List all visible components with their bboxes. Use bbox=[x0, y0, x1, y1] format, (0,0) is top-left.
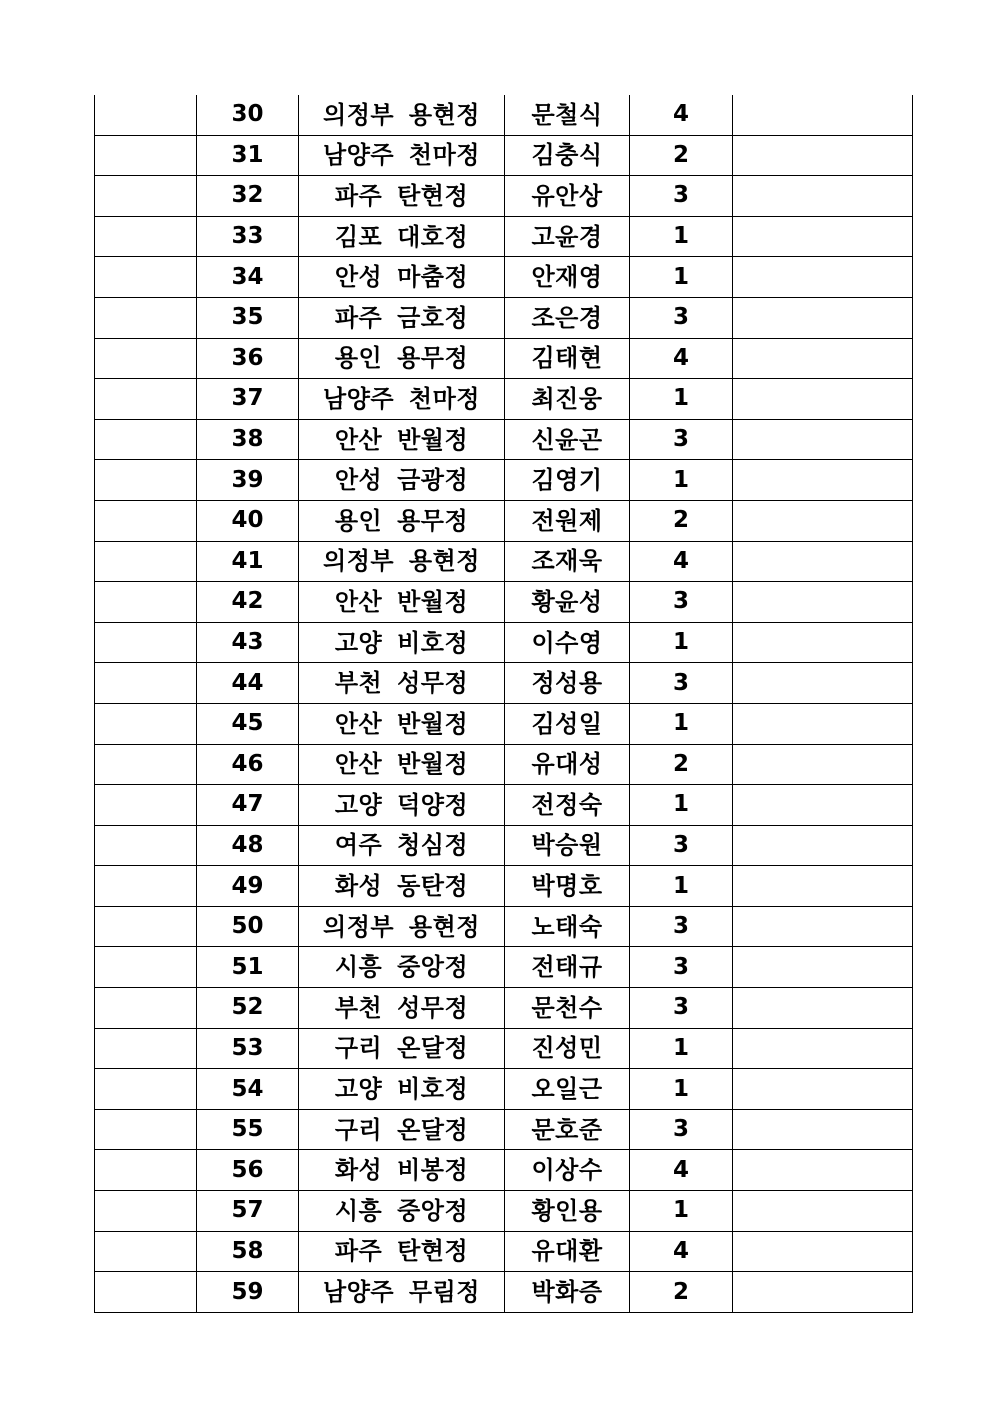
region-cell: 파주 금호정 bbox=[299, 297, 505, 338]
blank-cell bbox=[95, 825, 197, 866]
person-name-cell: 문철식 bbox=[505, 95, 630, 135]
table-row bbox=[95, 500, 913, 541]
person-name-cell: 진성민 bbox=[505, 1028, 630, 1069]
blank-cell bbox=[95, 988, 197, 1029]
table-row bbox=[95, 1150, 913, 1191]
row-number-cell: 43 bbox=[197, 622, 299, 663]
person-name-cell: 전원제 bbox=[505, 500, 630, 541]
region-cell: 김포 대호정 bbox=[299, 216, 505, 257]
person-name-cell: 전태규 bbox=[505, 947, 630, 988]
note-cell bbox=[733, 541, 913, 582]
note-cell bbox=[733, 703, 913, 744]
blank-cell bbox=[95, 1150, 197, 1191]
person-name-cell: 조재욱 bbox=[505, 541, 630, 582]
person-name-cell: 문천수 bbox=[505, 988, 630, 1029]
region-cell: 남양주 천마정 bbox=[299, 135, 505, 176]
count-cell: 2 bbox=[630, 135, 733, 176]
row-number-cell: 48 bbox=[197, 825, 299, 866]
note-cell bbox=[733, 460, 913, 501]
count-cell: 1 bbox=[630, 1028, 733, 1069]
region-cell: 시흥 중앙정 bbox=[299, 947, 505, 988]
row-number-cell: 44 bbox=[197, 663, 299, 704]
person-name-cell: 노태숙 bbox=[505, 906, 630, 947]
blank-cell bbox=[95, 379, 197, 420]
person-name-cell: 박승원 bbox=[505, 825, 630, 866]
note-cell bbox=[733, 663, 913, 704]
region-cell: 시흥 중앙정 bbox=[299, 1191, 505, 1232]
row-number-cell: 59 bbox=[197, 1272, 299, 1313]
count-cell: 4 bbox=[630, 541, 733, 582]
row-number-cell: 40 bbox=[197, 500, 299, 541]
note-cell bbox=[733, 866, 913, 907]
row-number-cell: 30 bbox=[197, 95, 299, 135]
person-name-cell: 오일근 bbox=[505, 1069, 630, 1110]
row-number-cell: 42 bbox=[197, 582, 299, 623]
count-cell: 4 bbox=[630, 1231, 733, 1272]
person-name-cell: 유대환 bbox=[505, 1231, 630, 1272]
person-name-cell: 황윤성 bbox=[505, 582, 630, 623]
count-cell: 1 bbox=[630, 703, 733, 744]
roster-table-body bbox=[95, 95, 913, 1312]
row-number-cell: 55 bbox=[197, 1109, 299, 1150]
count-cell: 1 bbox=[630, 216, 733, 257]
table-row bbox=[95, 338, 913, 379]
region-cell: 고양 덕양정 bbox=[299, 785, 505, 826]
table-row bbox=[95, 744, 913, 785]
row-number-cell: 35 bbox=[197, 297, 299, 338]
count-cell: 4 bbox=[630, 338, 733, 379]
region-cell: 화성 비봉정 bbox=[299, 1150, 505, 1191]
count-cell: 1 bbox=[630, 257, 733, 298]
table-row bbox=[95, 825, 913, 866]
region-cell: 용인 용무정 bbox=[299, 500, 505, 541]
count-cell: 1 bbox=[630, 1191, 733, 1232]
note-cell bbox=[733, 1231, 913, 1272]
person-name-cell: 최진웅 bbox=[505, 379, 630, 420]
note-cell bbox=[733, 1272, 913, 1313]
person-name-cell: 신윤곤 bbox=[505, 419, 630, 460]
person-name-cell: 문호준 bbox=[505, 1109, 630, 1150]
region-cell: 남양주 무림정 bbox=[299, 1272, 505, 1313]
blank-cell bbox=[95, 297, 197, 338]
table-row bbox=[95, 95, 913, 135]
note-cell bbox=[733, 1191, 913, 1232]
table-row bbox=[95, 216, 913, 257]
region-cell: 안산 반월정 bbox=[299, 703, 505, 744]
blank-cell bbox=[95, 1272, 197, 1313]
blank-cell bbox=[95, 1028, 197, 1069]
note-cell bbox=[733, 988, 913, 1029]
person-name-cell: 김성일 bbox=[505, 703, 630, 744]
table-row bbox=[95, 866, 913, 907]
blank-cell bbox=[95, 1231, 197, 1272]
blank-cell bbox=[95, 866, 197, 907]
count-cell: 1 bbox=[630, 622, 733, 663]
count-cell: 2 bbox=[630, 500, 733, 541]
count-cell: 4 bbox=[630, 95, 733, 135]
row-number-cell: 36 bbox=[197, 338, 299, 379]
count-cell: 3 bbox=[630, 176, 733, 217]
region-cell: 고양 비호정 bbox=[299, 1069, 505, 1110]
region-cell: 안성 금광정 bbox=[299, 460, 505, 501]
row-number-cell: 45 bbox=[197, 703, 299, 744]
table-row bbox=[95, 703, 913, 744]
person-name-cell: 고윤경 bbox=[505, 216, 630, 257]
count-cell: 1 bbox=[630, 1069, 733, 1110]
person-name-cell: 안재영 bbox=[505, 257, 630, 298]
table-row bbox=[95, 135, 913, 176]
blank-cell bbox=[95, 744, 197, 785]
note-cell bbox=[733, 825, 913, 866]
row-number-cell: 49 bbox=[197, 866, 299, 907]
person-name-cell: 박명호 bbox=[505, 866, 630, 907]
table-row bbox=[95, 582, 913, 623]
blank-cell bbox=[95, 419, 197, 460]
region-cell: 파주 탄현정 bbox=[299, 1231, 505, 1272]
person-name-cell: 김영기 bbox=[505, 460, 630, 501]
person-name-cell: 조은경 bbox=[505, 297, 630, 338]
note-cell bbox=[733, 582, 913, 623]
note-cell bbox=[733, 500, 913, 541]
row-number-cell: 57 bbox=[197, 1191, 299, 1232]
row-number-cell: 31 bbox=[197, 135, 299, 176]
blank-cell bbox=[95, 338, 197, 379]
table-row bbox=[95, 541, 913, 582]
row-number-cell: 38 bbox=[197, 419, 299, 460]
count-cell: 3 bbox=[630, 582, 733, 623]
region-cell: 용인 용무정 bbox=[299, 338, 505, 379]
note-cell bbox=[733, 176, 913, 217]
table-row bbox=[95, 1028, 913, 1069]
count-cell: 3 bbox=[630, 1109, 733, 1150]
region-cell: 의정부 용현정 bbox=[299, 541, 505, 582]
count-cell: 1 bbox=[630, 866, 733, 907]
blank-cell bbox=[95, 135, 197, 176]
blank-cell bbox=[95, 1191, 197, 1232]
row-number-cell: 37 bbox=[197, 379, 299, 420]
count-cell: 3 bbox=[630, 947, 733, 988]
region-cell: 파주 탄현정 bbox=[299, 176, 505, 217]
blank-cell bbox=[95, 541, 197, 582]
blank-cell bbox=[95, 663, 197, 704]
note-cell bbox=[733, 135, 913, 176]
region-cell: 여주 청심정 bbox=[299, 825, 505, 866]
table-row bbox=[95, 947, 913, 988]
document-page bbox=[94, 95, 912, 1313]
region-cell: 의정부 용현정 bbox=[299, 95, 505, 135]
blank-cell bbox=[95, 216, 197, 257]
row-number-cell: 54 bbox=[197, 1069, 299, 1110]
person-name-cell: 김태현 bbox=[505, 338, 630, 379]
count-cell: 3 bbox=[630, 297, 733, 338]
note-cell bbox=[733, 338, 913, 379]
note-cell bbox=[733, 1109, 913, 1150]
blank-cell bbox=[95, 906, 197, 947]
blank-cell bbox=[95, 257, 197, 298]
region-cell: 남양주 천마정 bbox=[299, 379, 505, 420]
table-row bbox=[95, 379, 913, 420]
row-number-cell: 46 bbox=[197, 744, 299, 785]
person-name-cell: 정성용 bbox=[505, 663, 630, 704]
row-number-cell: 33 bbox=[197, 216, 299, 257]
blank-cell bbox=[95, 785, 197, 826]
row-number-cell: 39 bbox=[197, 460, 299, 501]
table-row bbox=[95, 1069, 913, 1110]
region-cell: 안성 마춤정 bbox=[299, 257, 505, 298]
row-number-cell: 56 bbox=[197, 1150, 299, 1191]
note-cell bbox=[733, 419, 913, 460]
table-row bbox=[95, 419, 913, 460]
person-name-cell: 유대성 bbox=[505, 744, 630, 785]
blank-cell bbox=[95, 460, 197, 501]
person-name-cell: 이수영 bbox=[505, 622, 630, 663]
person-name-cell: 유안상 bbox=[505, 176, 630, 217]
table-row bbox=[95, 622, 913, 663]
count-cell: 2 bbox=[630, 744, 733, 785]
note-cell bbox=[733, 785, 913, 826]
blank-cell bbox=[95, 95, 197, 135]
row-number-cell: 34 bbox=[197, 257, 299, 298]
region-cell: 부천 성무정 bbox=[299, 663, 505, 704]
note-cell bbox=[733, 257, 913, 298]
note-cell bbox=[733, 379, 913, 420]
region-cell: 구리 온달정 bbox=[299, 1109, 505, 1150]
region-cell: 구리 온달정 bbox=[299, 1028, 505, 1069]
count-cell: 1 bbox=[630, 379, 733, 420]
table-row bbox=[95, 1191, 913, 1232]
note-cell bbox=[733, 1028, 913, 1069]
table-row bbox=[95, 1272, 913, 1313]
table-row bbox=[95, 176, 913, 217]
row-number-cell: 52 bbox=[197, 988, 299, 1029]
row-number-cell: 58 bbox=[197, 1231, 299, 1272]
count-cell: 3 bbox=[630, 988, 733, 1029]
count-cell: 1 bbox=[630, 460, 733, 501]
note-cell bbox=[733, 906, 913, 947]
count-cell: 3 bbox=[630, 906, 733, 947]
table-row bbox=[95, 297, 913, 338]
person-name-cell: 전정숙 bbox=[505, 785, 630, 826]
blank-cell bbox=[95, 703, 197, 744]
region-cell: 안산 반월정 bbox=[299, 419, 505, 460]
count-cell: 4 bbox=[630, 1150, 733, 1191]
blank-cell bbox=[95, 500, 197, 541]
table-row bbox=[95, 1109, 913, 1150]
table-row bbox=[95, 460, 913, 501]
count-cell: 3 bbox=[630, 663, 733, 704]
blank-cell bbox=[95, 582, 197, 623]
note-cell bbox=[733, 744, 913, 785]
region-cell: 안산 반월정 bbox=[299, 582, 505, 623]
row-number-cell: 50 bbox=[197, 906, 299, 947]
count-cell: 3 bbox=[630, 825, 733, 866]
person-name-cell: 황인용 bbox=[505, 1191, 630, 1232]
person-name-cell: 박화증 bbox=[505, 1272, 630, 1313]
count-cell: 3 bbox=[630, 419, 733, 460]
note-cell bbox=[733, 1150, 913, 1191]
note-cell bbox=[733, 622, 913, 663]
row-number-cell: 51 bbox=[197, 947, 299, 988]
region-cell: 의정부 용현정 bbox=[299, 906, 505, 947]
row-number-cell: 41 bbox=[197, 541, 299, 582]
count-cell: 2 bbox=[630, 1272, 733, 1313]
count-cell: 1 bbox=[630, 785, 733, 826]
region-cell: 부천 성무정 bbox=[299, 988, 505, 1029]
region-cell: 안산 반월정 bbox=[299, 744, 505, 785]
person-name-cell: 이상수 bbox=[505, 1150, 630, 1191]
table-row bbox=[95, 663, 913, 704]
person-name-cell: 김충식 bbox=[505, 135, 630, 176]
row-number-cell: 47 bbox=[197, 785, 299, 826]
table-row bbox=[95, 785, 913, 826]
note-cell bbox=[733, 297, 913, 338]
row-number-cell: 53 bbox=[197, 1028, 299, 1069]
table-row bbox=[95, 1231, 913, 1272]
blank-cell bbox=[95, 947, 197, 988]
region-cell: 고양 비호정 bbox=[299, 622, 505, 663]
blank-cell bbox=[95, 1069, 197, 1110]
table-row bbox=[95, 988, 913, 1029]
note-cell bbox=[733, 1069, 913, 1110]
blank-cell bbox=[95, 176, 197, 217]
row-number-cell: 32 bbox=[197, 176, 299, 217]
roster-table bbox=[94, 95, 913, 1313]
note-cell bbox=[733, 95, 913, 135]
region-cell: 화성 동탄정 bbox=[299, 866, 505, 907]
table-row bbox=[95, 906, 913, 947]
note-cell bbox=[733, 947, 913, 988]
note-cell bbox=[733, 216, 913, 257]
table-row bbox=[95, 257, 913, 298]
blank-cell bbox=[95, 622, 197, 663]
blank-cell bbox=[95, 1109, 197, 1150]
